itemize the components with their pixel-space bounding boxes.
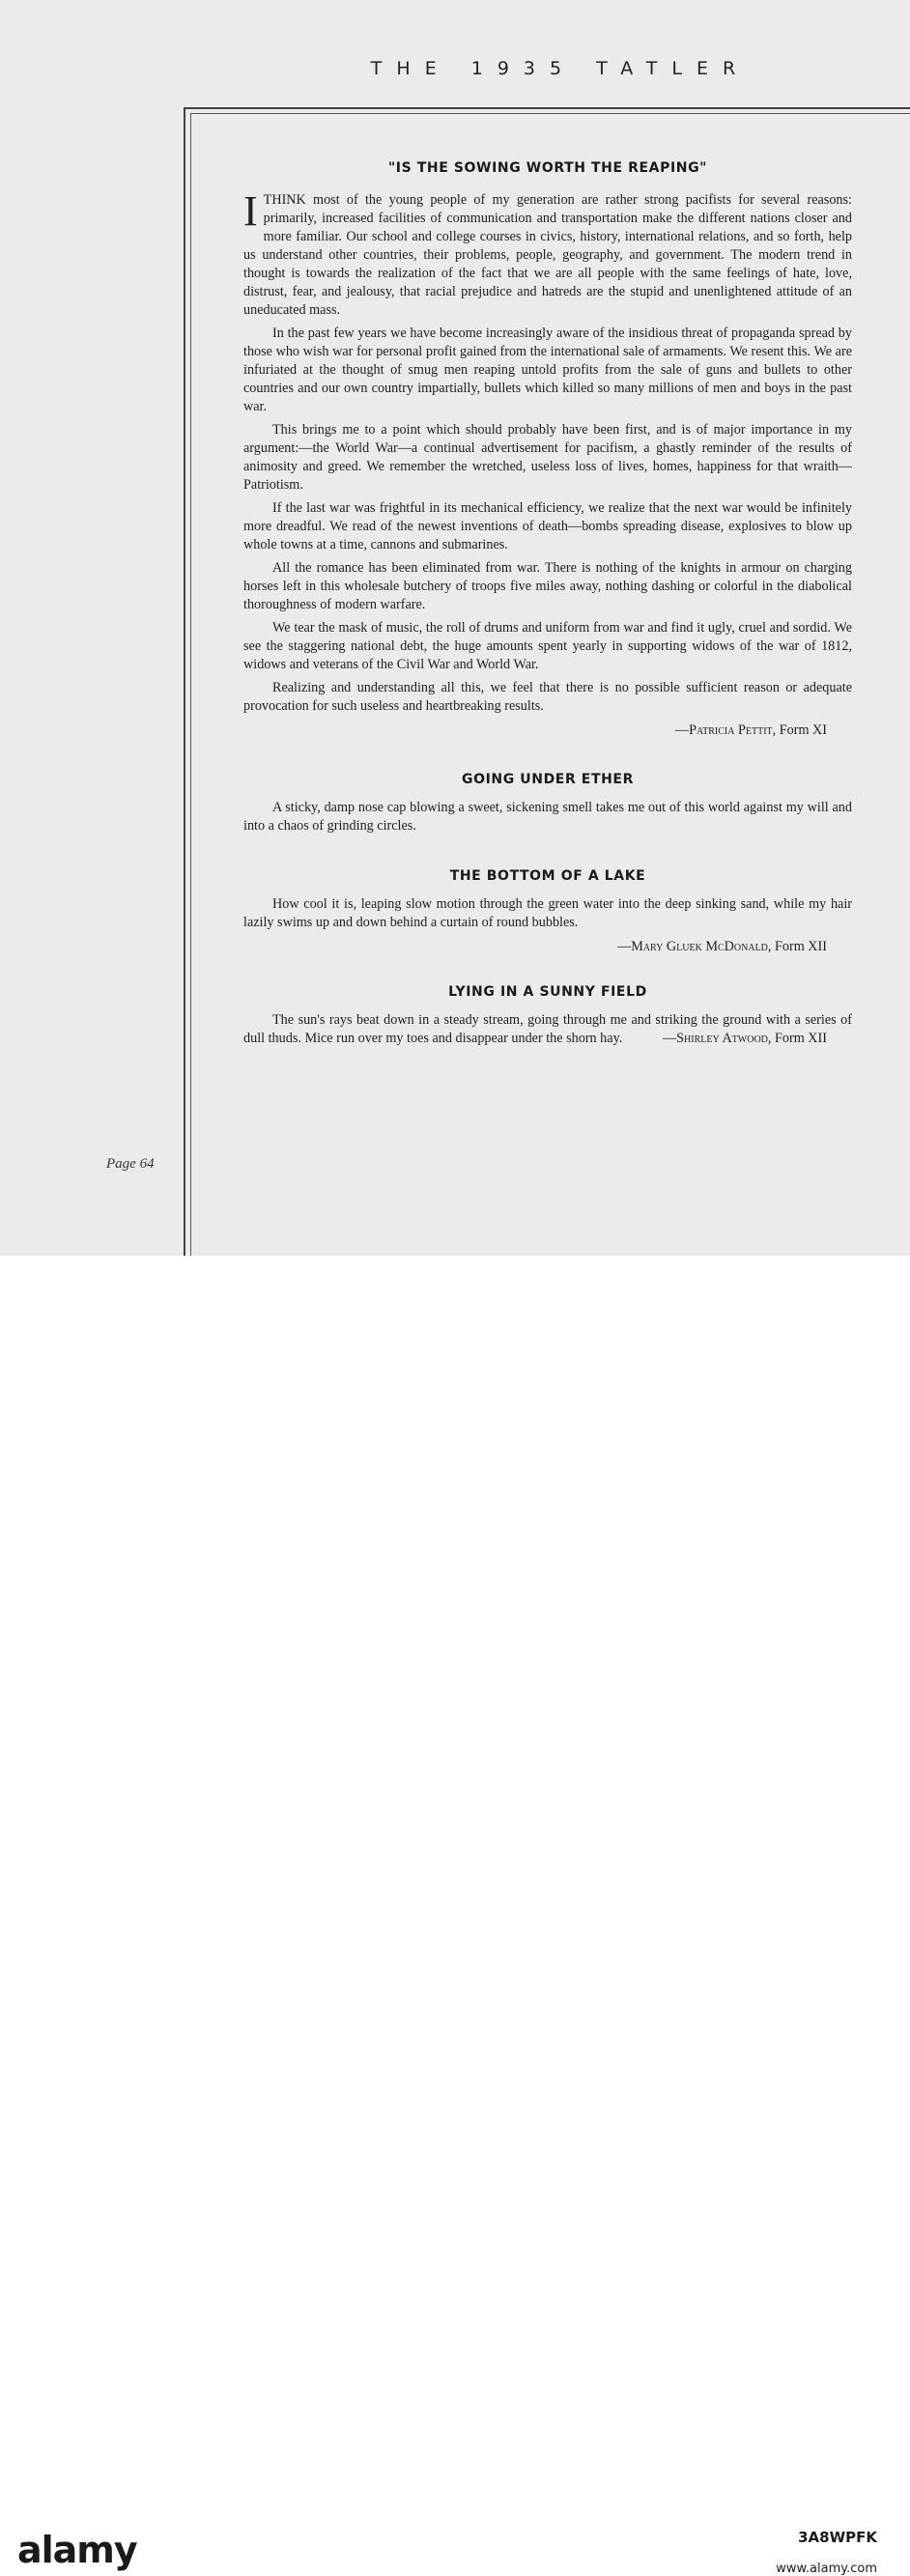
byline-form: , Form XI <box>772 722 827 738</box>
paragraph: We tear the mask of music, the roll of drums and uniform from war and find it ugly, cruel and sordid. We see the staggering national debt, the huge amounts spent yearly in supporting widows of the war of 1812, widows and veterans of the Civil War and World War. <box>243 620 852 672</box>
image-id-label: 3A8WPFK <box>798 2529 877 2546</box>
byline-author: —Mary Gluek McDonald <box>617 939 768 954</box>
site-url-label: www.alamy.com <box>776 2562 877 2576</box>
article-content <box>243 159 852 1048</box>
byline-author: —Shirley Atwood <box>662 1031 768 1046</box>
spacer <box>243 956 852 983</box>
running-head: THE 1935 TATLER <box>370 58 751 79</box>
paragraph: All the romance has been eliminated from war. There is nothing of the knights in armour on charging horses left in this wholesale butchery of troops five miles away, nothing dashing or colorful in the diabolical thoroughness of modern warfare. <box>243 560 852 612</box>
drop-cap: I <box>243 187 258 235</box>
brand-logo: alamy <box>17 2529 137 2571</box>
byline-form: , Form XII <box>767 939 827 954</box>
paragraph: A sticky, damp nose cap blowing a sweet, sickening smell takes me out of this world against my will and into a chaos of grinding circles. <box>243 800 852 834</box>
byline <box>243 722 827 740</box>
spacer <box>243 840 852 867</box>
byline-author: —Patricia Pettit <box>674 722 773 738</box>
section-title: GOING UNDER ETHER <box>462 772 634 787</box>
section-title: LYING IN A SUNNY FIELD <box>448 984 647 1000</box>
byline-form: , Form XII <box>767 1031 827 1046</box>
paragraph: The sun's rays beat down in a steady stream, going through me and striking the ground with a series of dull thuds. Mice run over my toes and disappear under the shorn hay. <box>243 1012 852 1046</box>
paragraph: In the past few years we have become increasingly aware of the insidious threat of propaganda spread by those who wish war for personal profit gained from the international sale of armaments. We resent this. We are infuriated at the thought of smug men reaping untold profits from the sale of guns and bullets to other countries and our own country impartially, bullets which killed so many millions of men and boys in the past war. <box>243 326 852 414</box>
spacer <box>243 740 852 771</box>
page-number: Page 64 <box>106 1156 155 1172</box>
stock-watermark-band <box>0 1256 910 2576</box>
paragraph-text: THINK most of the young people of my generation are rather strong pacifists for several reasons: primarily, increased facilities of communication and transportation make the different nations closer and more familiar. Our school and college courses in civics, history, international relations, and so forth, help us understand other countries, their problems, people, geography, and government. The modern trend in thought is towards the realization of the fact that we are all people with the same feelings of hate, love, distrust, fear, and jealousy, that racial prejudice and hatreds are the stupid and unenlightened attitude of an uneducated mass. <box>243 192 852 318</box>
magazine-page <box>0 0 910 1256</box>
paragraph: How cool it is, leaping slow motion through the green water into the deep sinking sand, while my hair lazily swims up and down behind a curtain of round bubbles. <box>243 896 852 930</box>
section-title: "IS THE SOWING WORTH THE REAPING" <box>387 160 708 176</box>
paragraph: Realizing and understanding all this, we feel that there is no possible sufficient reason or adequate provocation for such useless and heartbreaking results. <box>243 680 852 714</box>
byline <box>243 938 827 956</box>
paragraph: If the last war was frightful in its mechanical efficiency, we realize that the next war would be infinitely more dreadful. We read of the newest inventions of death—bombs spreading disease, explosives to blow up whole towns at a time, cannons and submarines. <box>243 500 852 552</box>
paragraph: This brings me to a point which should probably have been first, and is of major importance in my argument:—the World War—a continual advertisement for pacifism, a ghastly reminder of the results of animosity and greed. We remember the wretched, useless loss of lives, homes, happiness for that wraith—Patriotism. <box>243 422 852 493</box>
section-title: THE BOTTOM OF A LAKE <box>449 868 646 884</box>
paragraph <box>243 187 852 320</box>
